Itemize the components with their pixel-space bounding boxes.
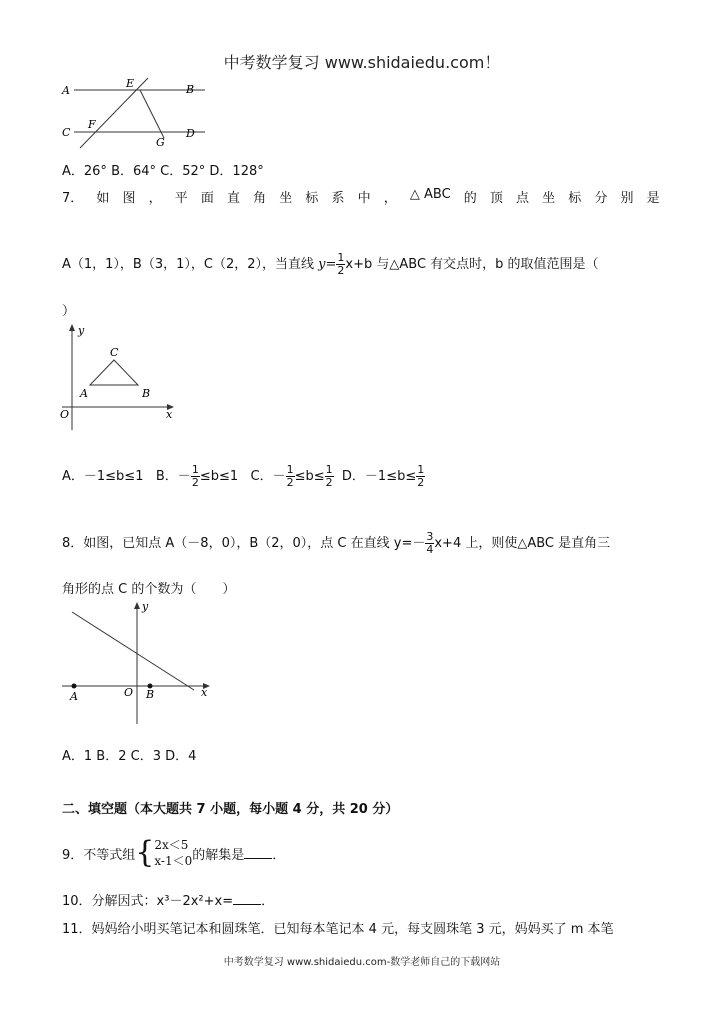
- q7-word: 坐: [279, 191, 293, 206]
- fig8-label-A: A: [70, 690, 78, 703]
- q9-answer-blank[interactable]: [244, 848, 272, 859]
- q7-line2-a: A（1，1），B（3，1），C（2，2），当直线: [62, 257, 319, 272]
- q10-answer-blank[interactable]: [233, 894, 261, 905]
- q7-word: △ ABC: [409, 187, 451, 202]
- fig6-label-F: F: [88, 118, 96, 131]
- q8-fraction: $\frac{3}{4}$: [426, 530, 434, 556]
- q7-word: 顶: [489, 191, 503, 206]
- q7-word: 系: [331, 191, 345, 206]
- q7-line1: [62, 187, 660, 206]
- q7-option-b-post: ≤b≤1: [199, 469, 239, 484]
- page-footer: 中考数学复习 www.shidaiedu.com-数学老师自己的下载网站: [223, 957, 501, 968]
- q10-text: 10．分解因式：x³－2x²+x=: [62, 894, 234, 909]
- q7-word: 直: [227, 191, 241, 206]
- fig7-label-y: y: [78, 324, 85, 337]
- q9-post: 的解集是: [192, 847, 245, 863]
- section-title: 二、填空题（本大题共 7 小题，每小题 4 分，共 20 分）: [62, 802, 399, 817]
- fig7-label-x: x: [166, 408, 173, 421]
- q11: 11．妈妈给小明买笔记本和圆珠笔．已知每本笔记本 4 元，每支圆珠笔 3 元，妈妈买了 m 本笔: [62, 922, 614, 937]
- page-header: 中考数学复习 www.shidaiedu.com！: [223, 53, 501, 72]
- q7-option-d-fraction: $\frac{1}{2}$: [417, 463, 425, 489]
- q7-word: ，: [148, 191, 162, 206]
- q7-word: 的: [463, 191, 477, 206]
- fig7-label-C: C: [110, 346, 119, 359]
- q8-options: A．1 B．2 C．3 D．4: [62, 749, 197, 764]
- q7-word: ，: [383, 191, 397, 206]
- fig8-label-O: O: [124, 686, 134, 699]
- q9-ineq1: 2x＜5: [154, 838, 189, 852]
- q7-line2: [62, 252, 599, 277]
- fig7-label-B: B: [142, 387, 151, 400]
- q7-line3: ）: [62, 304, 76, 319]
- q9-end: ．: [272, 847, 286, 863]
- q10-end: ．: [261, 894, 275, 909]
- q7-line2-b: x+b 与△ABC 有交点时，b 的取值范围是（: [345, 257, 599, 272]
- q7-number: 7．: [62, 191, 84, 206]
- fig6-label-D: D: [186, 127, 195, 140]
- q7-word: 图: [122, 191, 136, 206]
- q7-option-b-pre: B．－: [155, 469, 191, 484]
- fig6-label-E: E: [126, 77, 135, 90]
- q7-word: 坐: [542, 191, 556, 206]
- q8-line1: [62, 531, 610, 556]
- q9-ineq2: x-1＜0: [154, 854, 193, 868]
- fig8-label-x: x: [201, 686, 208, 699]
- inequality-system: [154, 837, 192, 869]
- q7-y: y=: [318, 257, 337, 272]
- q7-word: 角: [253, 191, 267, 206]
- q7-option-b-fraction: $\frac{1}{2}$: [191, 463, 199, 489]
- q7-word: 面: [200, 191, 214, 206]
- parallel-lines-figure: [60, 76, 210, 148]
- q7-word: 点: [516, 191, 530, 206]
- fig6-label-G: G: [156, 136, 165, 148]
- q7-option-c-fraction1: $\frac{1}{2}$: [286, 463, 294, 489]
- q7-fraction: $\frac{1}{2}$: [337, 251, 345, 277]
- line-coordinate-figure: [60, 600, 216, 725]
- q7-option-a: A．－1≤b≤1: [62, 469, 144, 484]
- brace-symbol: {: [135, 835, 155, 870]
- q9-pre: 9．不等式组: [62, 847, 136, 863]
- q7-word: 标: [305, 191, 319, 206]
- fig6-label-A: A: [62, 84, 70, 97]
- triangle-coordinate-figure: [60, 322, 175, 432]
- fig7-label-O: O: [60, 408, 70, 421]
- q8-text-b: x+4 上，则使△ABC 是直角三: [434, 536, 611, 551]
- q7-option-c-pre: C．－: [250, 469, 286, 484]
- fig8-label-B: B: [146, 688, 155, 701]
- q8-text-a: 8．如图，已知点 A（－8，0），B（2，0），点 C 在直线 y=－: [62, 536, 426, 551]
- q7-word: 如: [96, 191, 110, 206]
- q7-word: 是: [646, 191, 660, 206]
- fig7-label-A: A: [80, 387, 88, 400]
- q9: [62, 833, 285, 873]
- q7-word: 标: [568, 191, 582, 206]
- q7-word: 平: [174, 191, 188, 206]
- fig6-label-C: C: [62, 126, 71, 139]
- q7-word: 中: [357, 191, 371, 206]
- q7-options: [62, 464, 425, 489]
- q7-word: 别: [620, 191, 634, 206]
- fig8-label-y: y: [142, 600, 149, 613]
- q8-line2: 角形的点 C 的个数为（ ）: [62, 582, 236, 597]
- q7-option-d-pre: D．－1≤b≤: [341, 469, 417, 484]
- q7-option-c-fraction2: $\frac{1}{2}$: [325, 463, 333, 489]
- q10: [62, 890, 274, 909]
- q7-word: 分: [594, 191, 608, 206]
- q6-options: A．26° B．64° C．52° D．128°: [62, 164, 264, 179]
- q7-option-c-mid: ≤b≤: [294, 469, 325, 484]
- fig6-label-B: B: [186, 83, 195, 96]
